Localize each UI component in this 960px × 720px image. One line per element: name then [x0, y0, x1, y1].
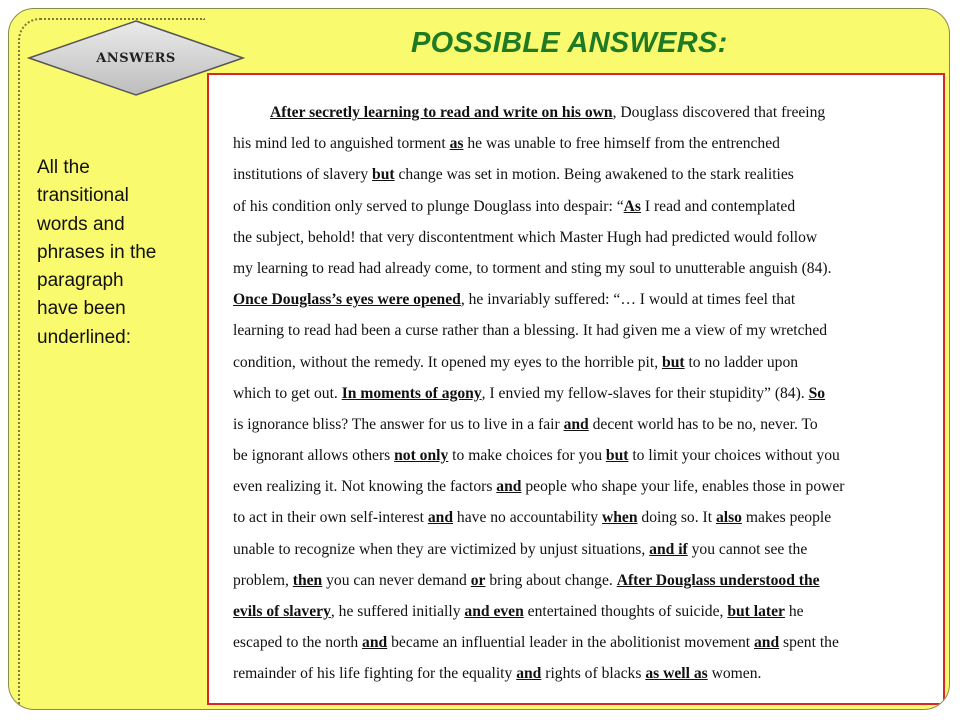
- transition-phrase: when: [602, 509, 638, 527]
- paragraph-text: to make choices for you: [448, 447, 606, 465]
- transition-phrase: Once Douglass’s eyes were opened: [233, 291, 461, 309]
- paragraph-line: [233, 315, 933, 346]
- paragraph-text: , he invariably suffered: “… I would at times feel that: [460, 291, 796, 309]
- paragraph-line: [233, 347, 933, 378]
- transition-phrase: and: [362, 634, 388, 652]
- paragraph-text: his mind led to anguished torment: [233, 135, 450, 153]
- paragraph-line: [233, 222, 933, 253]
- page-title: POSSIBLE ANSWERS:: [411, 27, 728, 59]
- paragraph-text: , he suffered initially: [330, 603, 465, 620]
- transition-phrase: and: [427, 509, 454, 527]
- transition-phrase: and: [563, 415, 589, 433]
- transition-phrase: and: [516, 665, 542, 683]
- paragraph-line: [233, 253, 933, 284]
- transition-phrase: but: [662, 353, 685, 371]
- transition-phrase: and if: [649, 540, 688, 558]
- paragraph-text: have no accountability: [453, 509, 602, 527]
- paragraph-text: doing so. It: [637, 509, 716, 527]
- paragraph-text: entertained thoughts of suicide,: [523, 603, 728, 620]
- paragraph-text: problem,: [233, 571, 293, 589]
- answer-panel: [207, 73, 945, 705]
- paragraph-text: decent world has to be no, never. To: [588, 415, 818, 433]
- paragraph-text: even realizing it. Not knowing the factors: [233, 478, 497, 496]
- paragraph-line: [233, 284, 933, 315]
- paragraph-line: [233, 159, 933, 190]
- paragraph-text: spent the: [779, 634, 839, 652]
- paragraph-text: I read and contemplated: [641, 197, 796, 215]
- transition-phrase: So: [808, 384, 826, 402]
- paragraph-text: you can never demand: [322, 571, 471, 589]
- transition-phrase: then: [292, 571, 323, 589]
- paragraph-line: [233, 627, 933, 658]
- paragraph-text: rights of blacks: [541, 665, 646, 683]
- paragraph-line: [233, 596, 933, 627]
- paragraph-text: which to get out.: [233, 384, 342, 402]
- slide-background: [8, 8, 950, 710]
- transition-phrase: evils of slavery: [233, 603, 331, 620]
- paragraph-text: change was set in motion. Being awakened to the stark realities: [394, 166, 794, 184]
- transition-phrase: also: [715, 509, 742, 527]
- paragraph-line: [233, 471, 933, 502]
- paragraph-line: [233, 502, 933, 533]
- transition-phrase: but later: [727, 603, 785, 620]
- answer-paragraph: [233, 97, 933, 690]
- transition-phrase: and: [496, 478, 522, 496]
- transition-phrase: as: [449, 135, 464, 153]
- transition-phrase: and: [753, 634, 780, 652]
- transition-phrase: as well as: [645, 665, 708, 683]
- paragraph-text: learning to read had been a curse rather than a blessing. It had given me a view of my wretched: [233, 322, 828, 340]
- paragraph-line: [233, 534, 933, 565]
- transition-phrase: and even: [464, 603, 524, 620]
- paragraph-text: of his condition only served to plunge Douglass into despair: “: [233, 197, 624, 215]
- transition-phrase: As: [623, 197, 641, 215]
- paragraph-text: institutions of slavery: [233, 166, 373, 184]
- paragraph-text: makes people: [741, 509, 832, 527]
- paragraph-line: [233, 378, 933, 409]
- paragraph-text: he was unable to free himself from the entrenched: [463, 135, 780, 153]
- paragraph-line: [233, 191, 933, 222]
- paragraph-line: [233, 128, 933, 159]
- paragraph-text: women.: [707, 665, 762, 683]
- transition-phrase: In moments of agony: [341, 384, 482, 402]
- paragraph-line: [233, 409, 933, 440]
- paragraph-text: to no ladder upon: [684, 353, 799, 371]
- dotted-frame: [18, 18, 205, 706]
- transition-phrase: After Douglass understood the: [616, 571, 820, 589]
- paragraph-line: [233, 565, 933, 596]
- transition-phrase: not only: [394, 447, 449, 465]
- transition-phrase: but: [605, 447, 629, 465]
- paragraph-text: the subject, behold! that very discontentment which Master Hugh had predicted would follow: [233, 228, 818, 246]
- side-note: All the transitional words and phrases in the paragraph have been underlined:: [37, 157, 157, 348]
- paragraph-text: bring about change.: [485, 571, 617, 589]
- paragraph-text: remainder of his life fighting for the equality: [233, 665, 517, 683]
- transition-phrase: or: [470, 571, 486, 589]
- paragraph-line: [233, 440, 933, 471]
- paragraph-text: became an influential leader in the abolitionist movement: [387, 634, 754, 652]
- paragraph-text: to limit your choices without you: [628, 447, 840, 465]
- paragraph-text: is ignorance bliss? The answer for us to live in a fair: [233, 415, 564, 433]
- paragraph-line: [233, 97, 933, 128]
- paragraph-text: my learning to read had already come, to torment and sting my soul to unutterable anguish (84).: [233, 259, 832, 277]
- paragraph-text: to act in their own self-interest: [233, 509, 428, 527]
- paragraph-text: , Douglass discovered that freeing: [612, 104, 826, 121]
- paragraph-text: , I envied my fellow-slaves for their stupidity” (84).: [481, 384, 809, 402]
- transition-phrase: After secretly learning to read and write on his own: [270, 104, 613, 121]
- paragraph-text: condition, without the remedy. It opened my eyes to the horrible pit,: [233, 353, 663, 371]
- paragraph-text: people who shape your life, enables those in power: [521, 478, 845, 496]
- paragraph-line: [233, 658, 933, 689]
- transition-phrase: but: [372, 166, 395, 184]
- paragraph-text: escaped to the north: [233, 634, 363, 652]
- paragraph-text: he: [784, 603, 804, 620]
- paragraph-text: you cannot see the: [687, 540, 808, 558]
- badge-label: ANSWERS: [96, 50, 176, 66]
- paragraph-text: unable to recognize when they are victimized by unjust situations,: [233, 540, 650, 558]
- paragraph-text: be ignorant allows others: [233, 447, 395, 465]
